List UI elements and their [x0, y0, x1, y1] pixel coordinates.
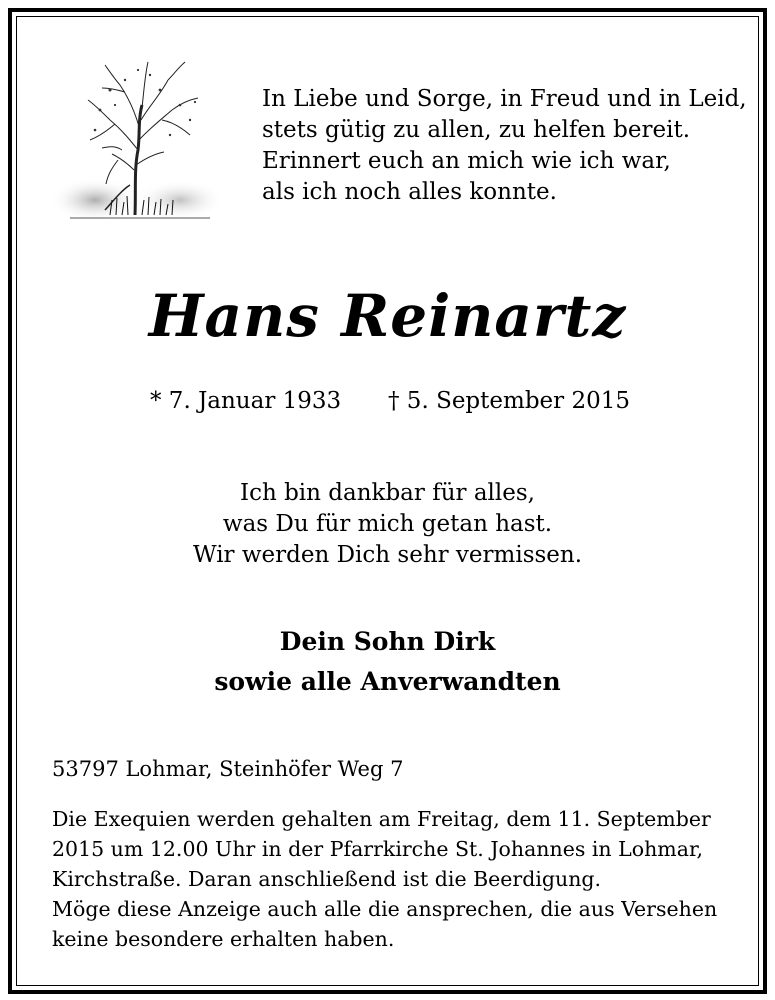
- info-line: Kirchstraße. Daran anschließend ist die Beerdigung.: [52, 867, 602, 891]
- poem-line: als ich noch alles konnte.: [262, 179, 557, 205]
- opening-poem: [262, 84, 747, 208]
- deceased-name: Hans Reinartz: [148, 282, 627, 350]
- info-line: Die Exequien werden gehalten am Freitag, dem 11. September: [52, 807, 711, 831]
- funeral-info: [52, 804, 732, 954]
- info-line: 2015 um 12.00 Uhr in der Pfarrkirche St. Johannes in Lohmar,: [52, 837, 704, 861]
- bare-tree-icon: [50, 50, 225, 240]
- mourner-line: sowie alle Anverwandten: [214, 667, 561, 696]
- gratitude-verse: [0, 478, 775, 571]
- mourner-line: Dein Sohn Dirk: [279, 627, 496, 656]
- verse-line: was Du für mich getan hast.: [222, 511, 553, 537]
- poem-line: Erinnert euch an mich wie ich war,: [262, 148, 671, 174]
- poem-line: In Liebe und Sorge, in Freud und in Leid,: [262, 86, 747, 112]
- info-line: Möge diese Anzeige auch alle die ansprechen, die aus Versehen: [52, 897, 718, 921]
- info-line: keine besondere erhalten haben.: [52, 927, 395, 951]
- address: 53797 Lohmar, Steinhöfer Weg 7: [52, 757, 404, 781]
- death-date: † 5. September 2015: [388, 388, 630, 414]
- verse-line: Wir werden Dich sehr vermissen.: [192, 542, 583, 568]
- birth-date: * 7. Januar 1933: [150, 388, 342, 414]
- mourners: [0, 622, 775, 702]
- verse-line: Ich bin dankbar für alles,: [239, 480, 535, 506]
- poem-line: stets gütig zu allen, zu helfen bereit.: [262, 117, 691, 143]
